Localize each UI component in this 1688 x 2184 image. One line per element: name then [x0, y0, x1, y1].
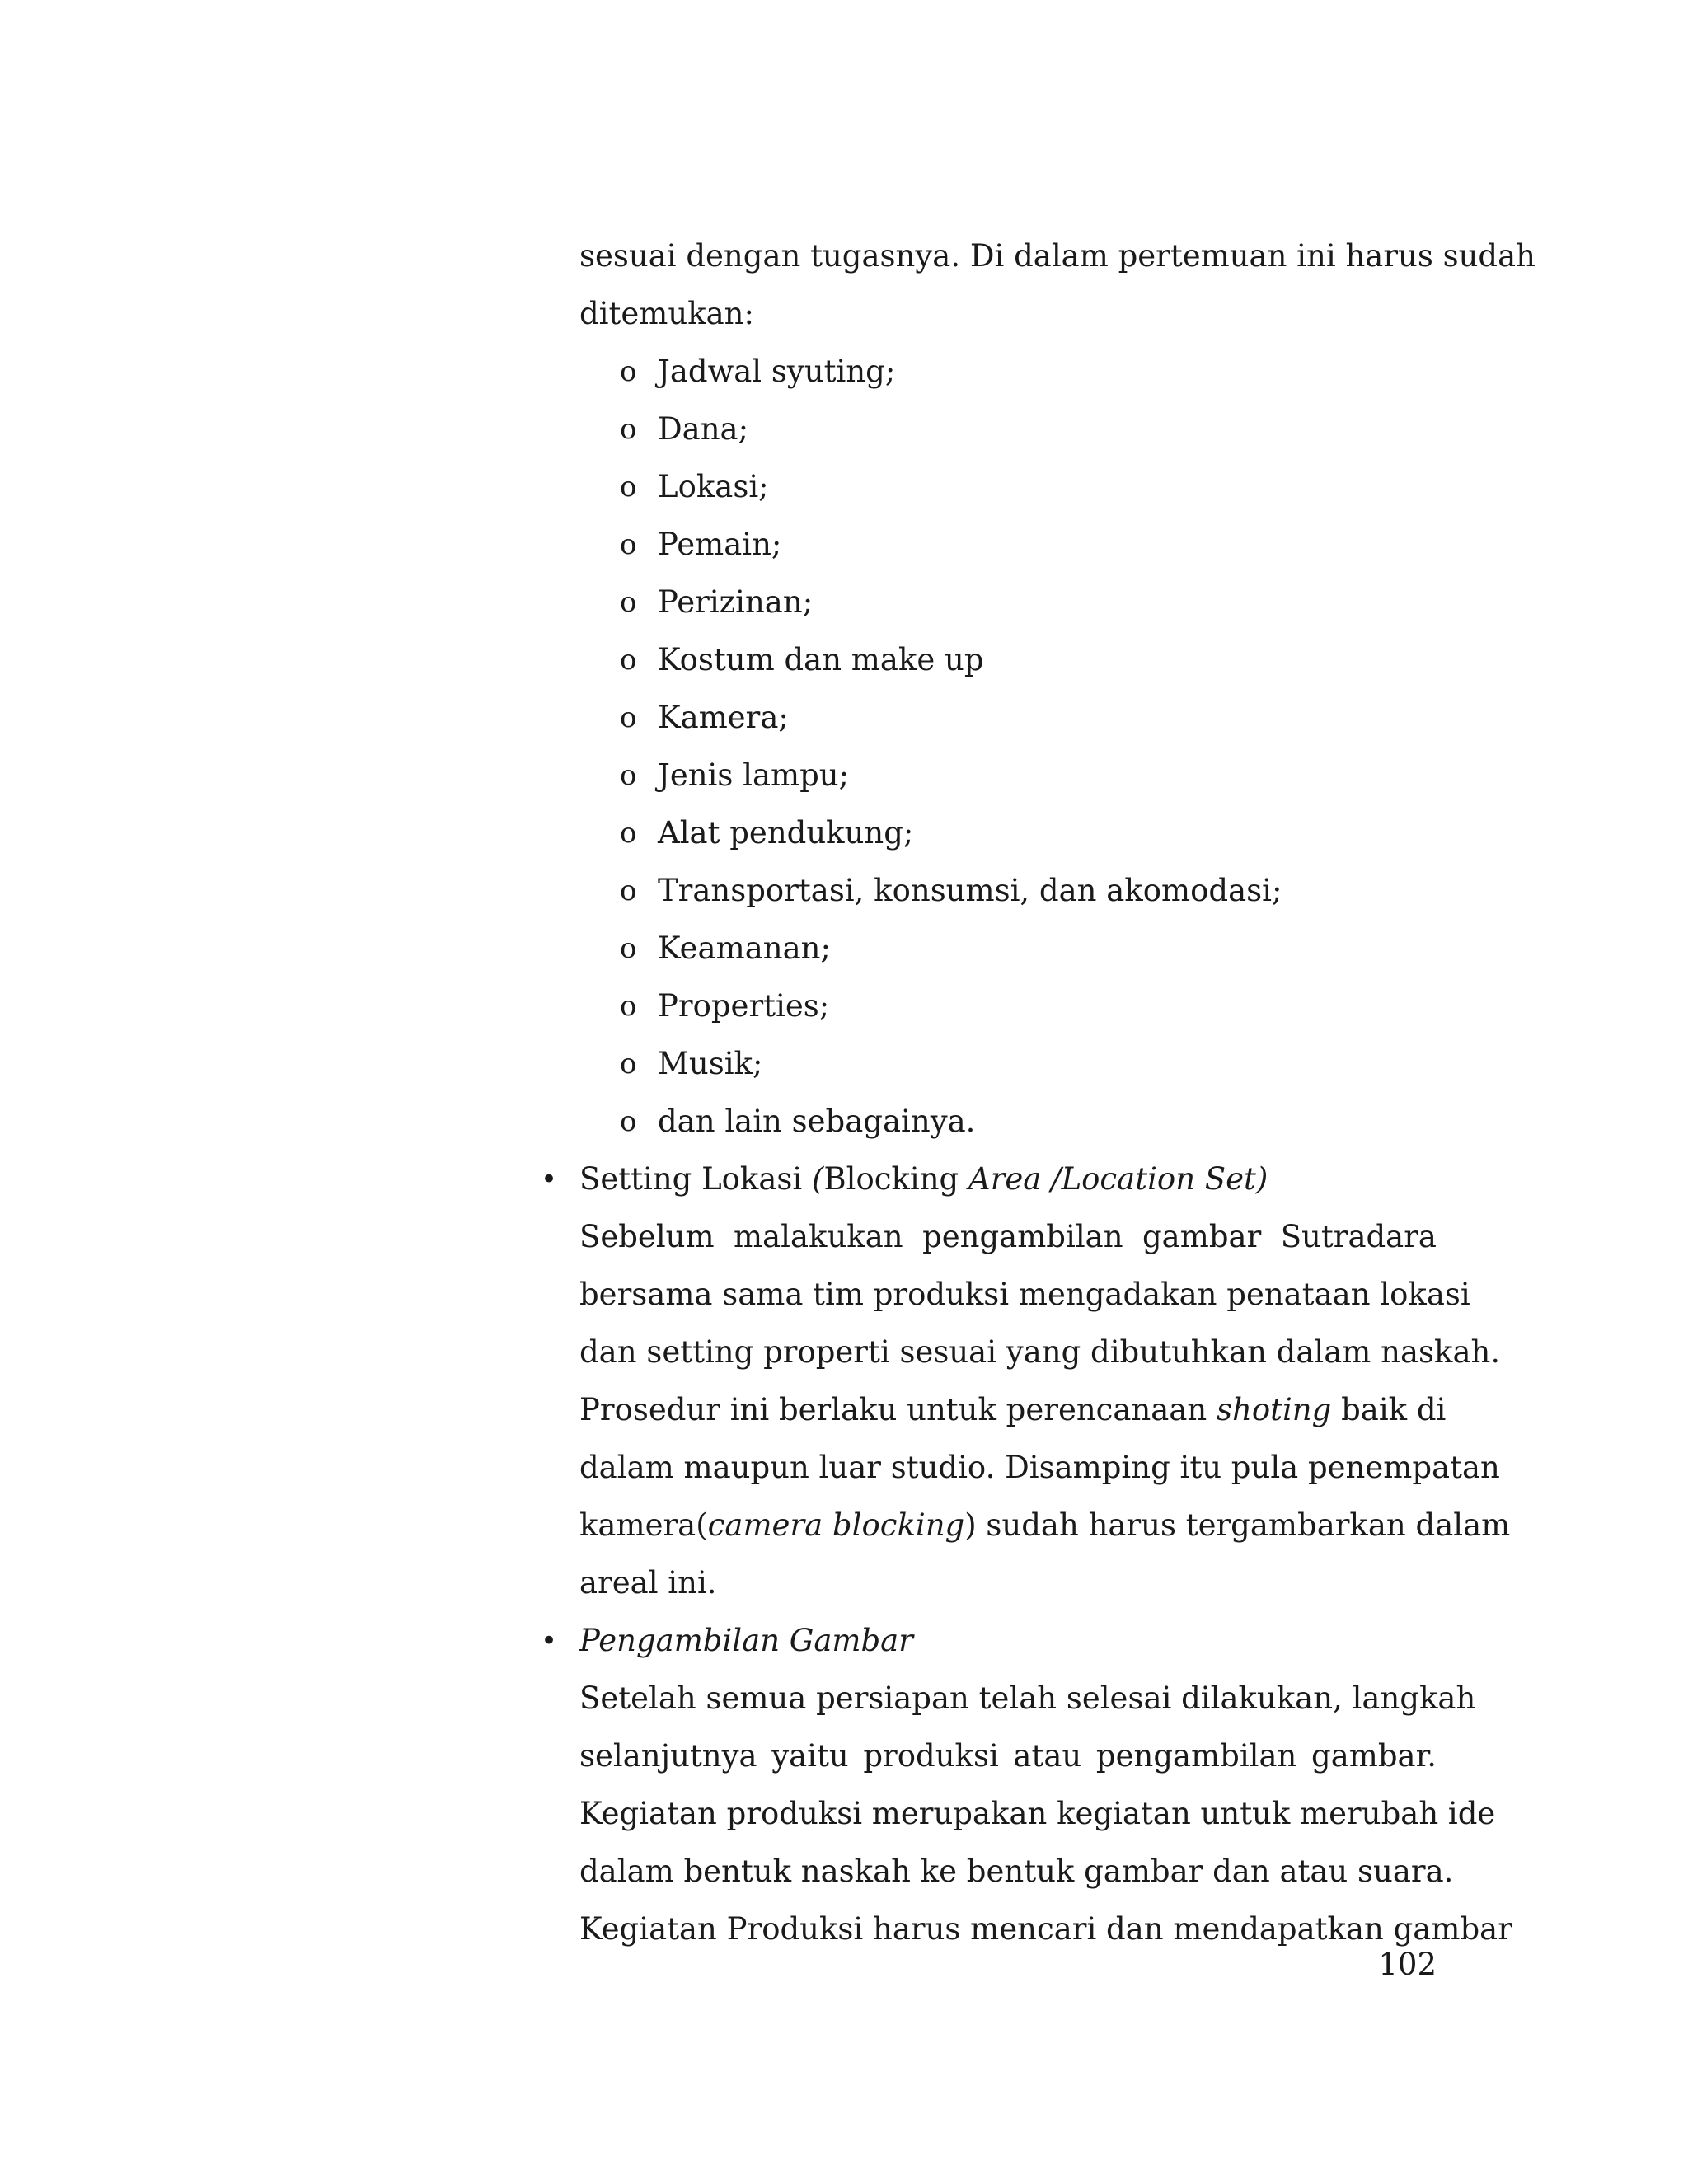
sub-list-marker: o — [620, 701, 637, 734]
text-run: ) sudah harus tergambarkan dalam — [964, 1507, 1511, 1543]
paragraph-line: dalam bentuk naskah ke bentuk gambar dan atau suara. — [579, 1854, 1454, 1889]
intro-line-1: sesuai dengan tugasnya. Di dalam pertemuan ini harus sudah — [579, 238, 1536, 274]
sub-list-marker: o — [620, 586, 637, 619]
sub-list-marker: o — [620, 528, 637, 561]
sub-list-marker: o — [620, 990, 637, 1023]
section-heading-pengambilan-gambar — [579, 1625, 913, 1656]
paragraph-line: Kegiatan produksi merupakan kegiatan untuk merubah ide — [579, 1796, 1496, 1831]
paragraph-line — [579, 1392, 1447, 1427]
paragraph-line: dan setting properti sesuai yang dibutuhkan dalam naskah. — [579, 1334, 1501, 1370]
bullet-marker: • — [541, 1163, 558, 1196]
paragraph-line — [579, 1507, 1511, 1543]
text-run: baik di — [1341, 1392, 1447, 1427]
paragraph-line: dalam maupun luar studio. Disamping itu pula penempatan — [579, 1450, 1500, 1485]
paragraph-line: bersama sama tim produksi mengadakan penataan lokasi — [579, 1277, 1470, 1312]
bullet-marker: • — [541, 1624, 558, 1657]
sub-list-marker: o — [620, 413, 637, 446]
list-item: Keamanan; — [658, 930, 831, 966]
list-item: Jenis lampu; — [658, 757, 850, 793]
section-heading-setting-lokasi — [579, 1161, 1268, 1197]
heading-part: Setting Lokasi — [579, 1161, 812, 1197]
list-item: dan lain sebagainya. — [658, 1104, 976, 1139]
sub-list-marker: o — [620, 817, 637, 850]
heading-part-italic: Area /Location Set) — [968, 1161, 1268, 1197]
paragraph-line: areal ini. — [579, 1565, 717, 1601]
sub-list-marker: o — [620, 932, 637, 965]
sub-list-marker: o — [620, 759, 637, 792]
list-item: Kamera; — [658, 700, 789, 735]
sub-list-marker: o — [620, 1105, 637, 1138]
heading-text-italic: Pengambilan Gambar — [579, 1623, 913, 1658]
text-run: Prosedur ini berlaku untuk perencanaan — [579, 1392, 1207, 1427]
sub-list-marker: o — [620, 471, 637, 504]
list-item: Jadwal syuting; — [658, 354, 896, 389]
sub-list-marker: o — [620, 1047, 637, 1080]
heading-part-italic: ( — [812, 1161, 824, 1197]
list-item: Alat pendukung; — [658, 815, 914, 851]
paragraph-line: Setelah semua persiapan telah selesai dilakukan, langkah — [579, 1680, 1476, 1716]
list-item: Kostum dan make up — [658, 642, 984, 677]
paragraph-line: selanjutnya yaitu produksi atau pengambilan gambar. — [579, 1738, 1437, 1774]
heading-part: Blocking — [823, 1161, 968, 1197]
sub-list-marker: o — [620, 355, 637, 388]
text-run-italic: camera blocking — [707, 1507, 965, 1543]
text-run-italic: shoting — [1217, 1392, 1332, 1427]
list-item: Musik; — [658, 1046, 763, 1081]
sub-list-marker: o — [620, 644, 637, 677]
text-run: kamera( — [579, 1507, 708, 1543]
paragraph-line: Sebelum malakukan pengambilan gambar Sutradara — [579, 1219, 1437, 1254]
page-number: 102 — [1378, 1947, 1437, 1982]
list-item: Lokasi; — [658, 469, 769, 504]
intro-line-2: ditemukan: — [579, 296, 754, 331]
list-item: Perizinan; — [658, 584, 814, 620]
list-item: Pemain; — [658, 527, 782, 562]
list-item: Properties; — [658, 988, 830, 1024]
list-item: Transportasi, konsumsi, dan akomodasi; — [658, 873, 1282, 908]
sub-list-marker: o — [620, 874, 637, 907]
paragraph-line: Kegiatan Produksi harus mencari dan mendapatkan gambar — [579, 1911, 1512, 1947]
list-item: Dana; — [658, 411, 749, 447]
